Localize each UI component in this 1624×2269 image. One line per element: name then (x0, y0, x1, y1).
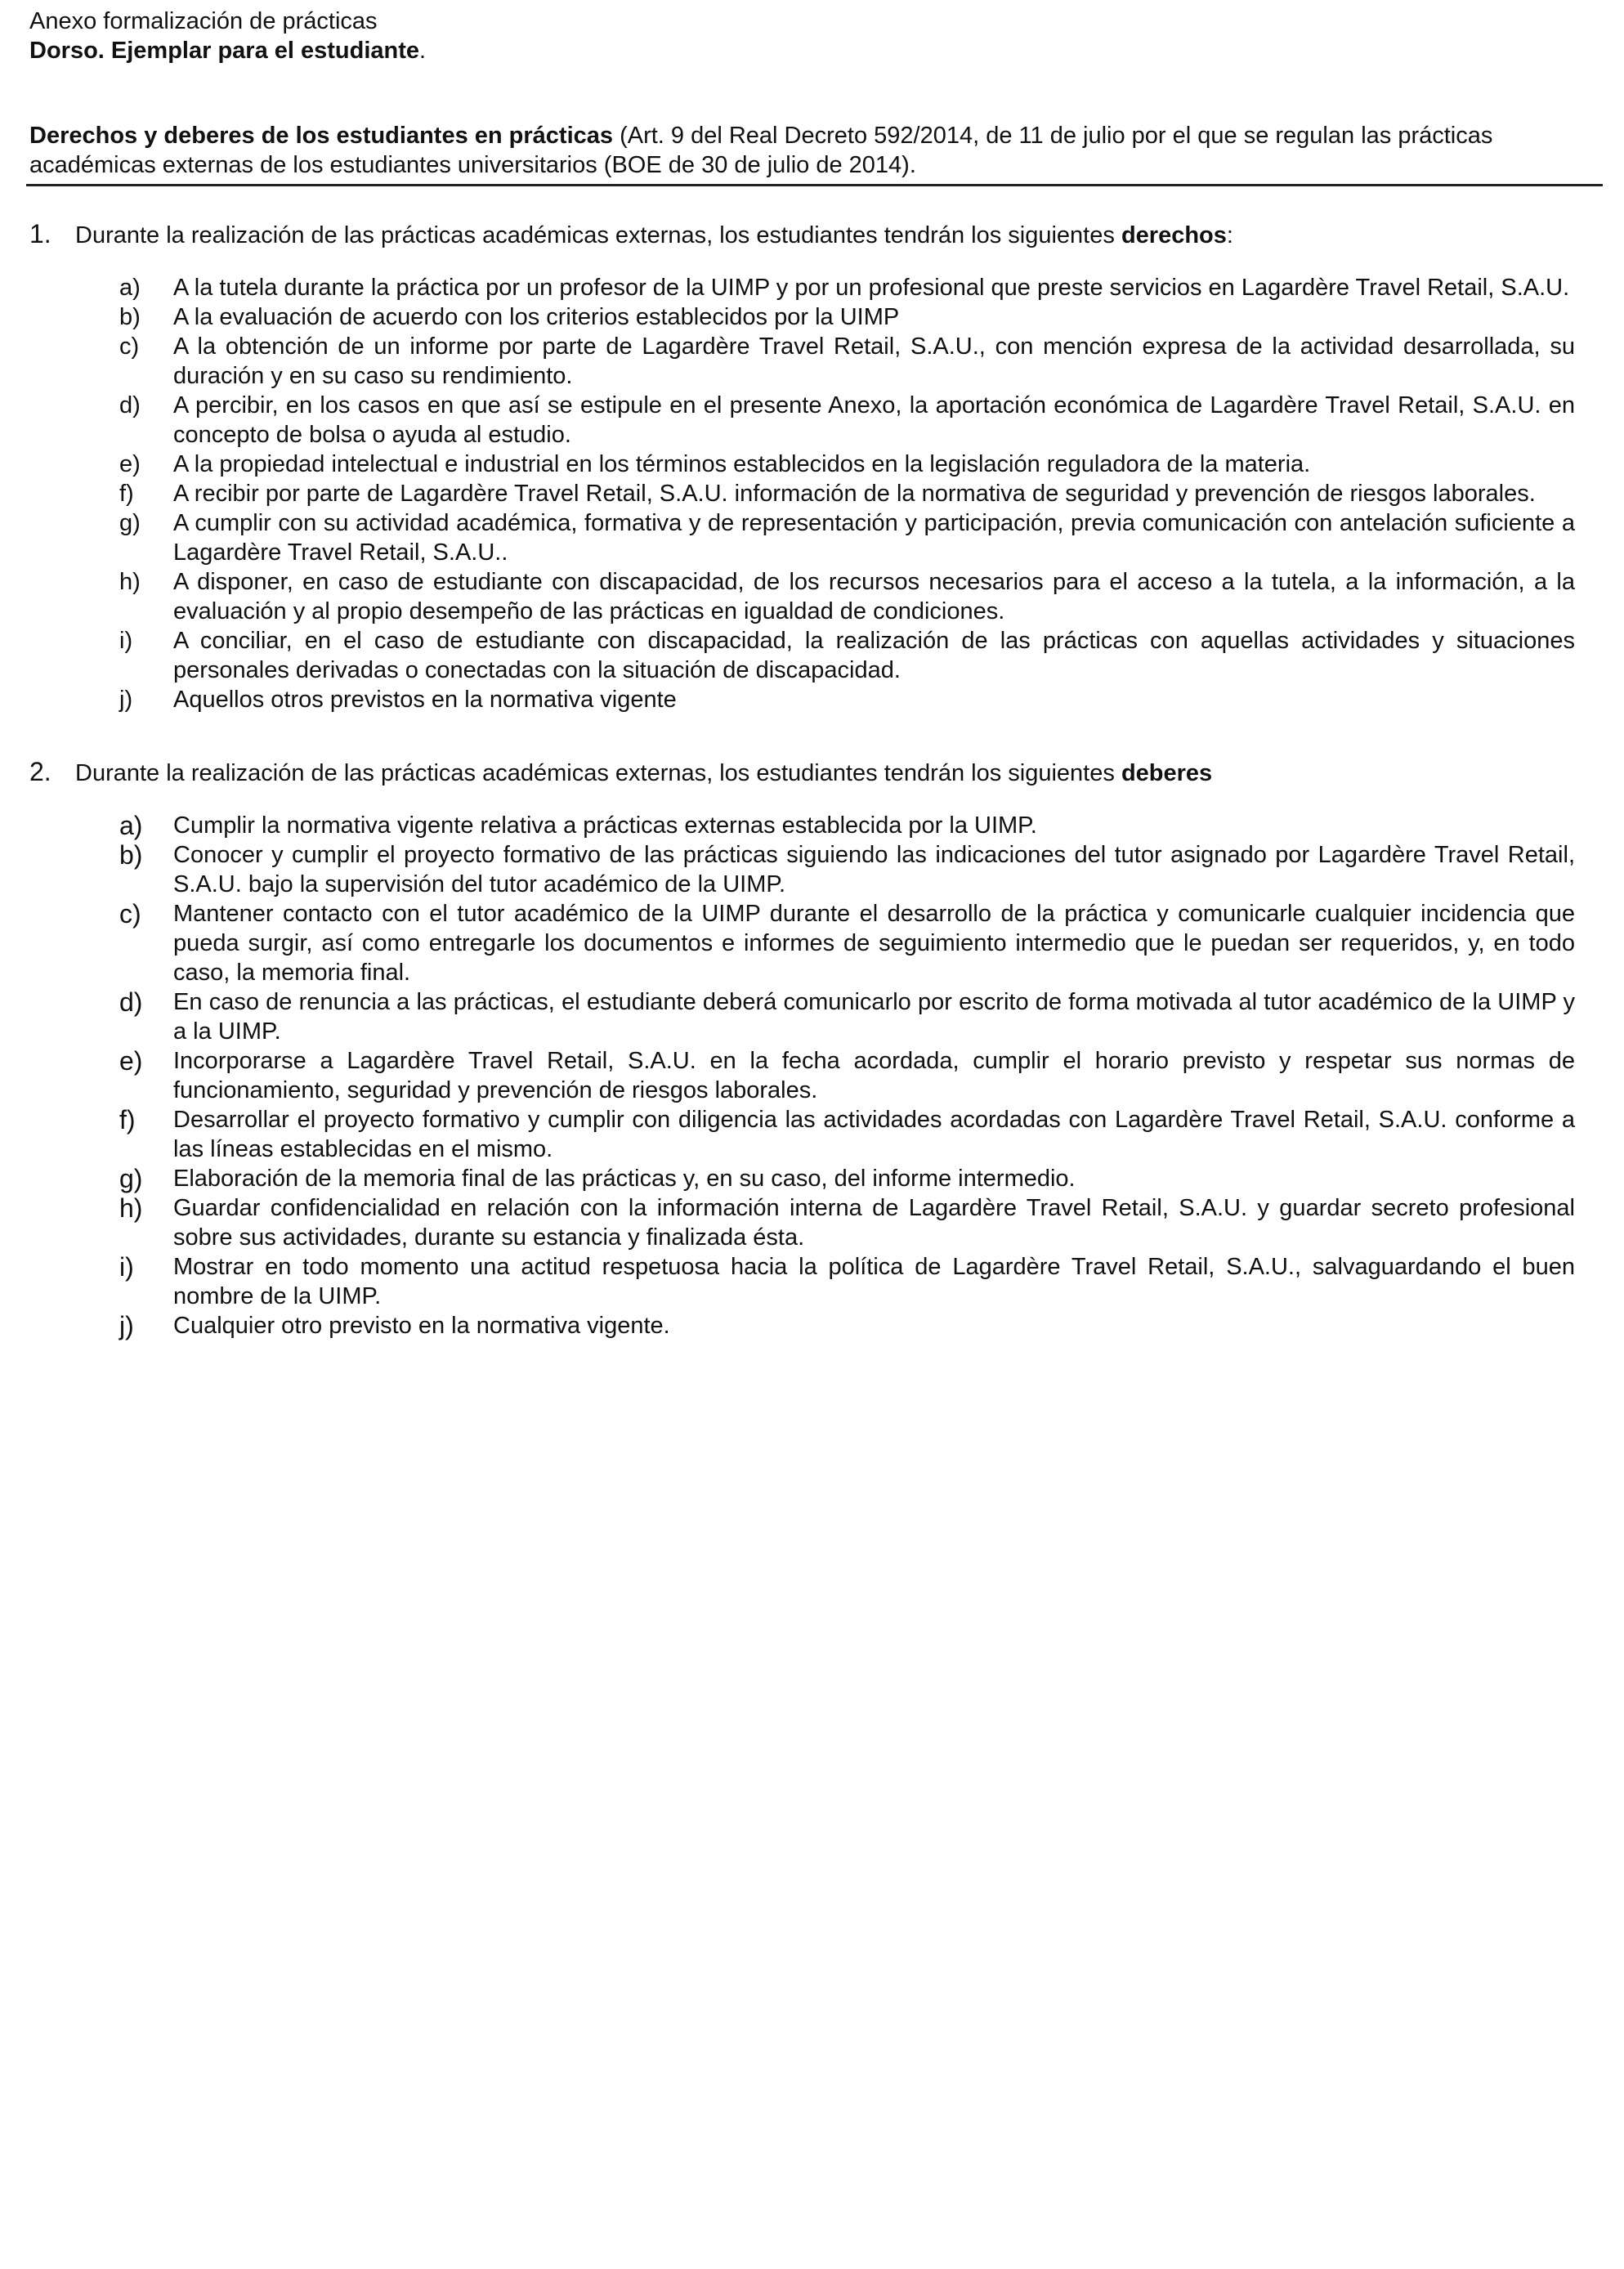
item-letter: i) (119, 628, 133, 654)
item-text: Incorporarse a Lagardère Travel Retail, S.A.U. en la fecha acordada, cumplir el horario previsto y respetar sus normas de funcionamiento, seguridad y prevención de riesgos laborales. (173, 1048, 1575, 1103)
item-letter: j) (119, 687, 133, 713)
document-title (29, 121, 1575, 180)
section-rights-tail: : (1226, 222, 1233, 248)
header-copy-line (29, 36, 1599, 65)
item-letter: g) (119, 510, 141, 536)
item-text: A disponer, en caso de estudiante con discapacidad, de los recursos necesarios para el acceso a la tutela, a la información, a la evaluación y al propio desempeño de las prácticas en igualdad de condiciones. (173, 569, 1575, 624)
duties-list (119, 811, 1575, 1340)
section-duties-heading (29, 757, 1599, 788)
section-rights (29, 219, 1599, 714)
item-text: Conocer y cumplir el proyecto formativo de las prácticas siguiendo las indicaciones del tutor asignado por Lagardère Travel Retail, S.A.U. bajo la supervisión del tutor académico de la UIMP. (173, 842, 1575, 897)
list-item (119, 987, 1575, 1046)
document-header (29, 7, 1599, 65)
item-text: A percibir, en los casos en que así se estipule en el presente Anexo, la aportación económica de Lagardère Travel Retail, S.A.U. en concepto de bolsa o ayuda al estudio. (173, 392, 1575, 448)
list-item (119, 302, 1575, 332)
item-letter: j) (119, 1311, 134, 1340)
list-item (119, 1046, 1575, 1105)
item-text: A recibir por parte de Lagardère Travel Retail, S.A.U. información de la normativa de seguridad y prevención de riesgos laborales. (173, 481, 1536, 507)
item-text: A la obtención de un informe por parte de Lagardère Travel Retail, S.A.U., con mención expresa de la actividad desarrollada, su duración y en su caso su rendimiento. (173, 333, 1575, 389)
item-letter: e) (119, 1046, 143, 1076)
item-text: Desarrollar el proyecto formativo y cumplir con diligencia las actividades acordadas con Lagardère Travel Retail, S.A.U. conforme a las líneas establecidas en el mismo. (173, 1107, 1575, 1162)
title-divider (26, 184, 1603, 186)
item-letter: f) (119, 1105, 136, 1134)
item-text: En caso de renuncia a las prácticas, el estudiante deberá comunicarlo por escrito de forma motivada al tutor académico de la UIMP y a la UIMP. (173, 989, 1575, 1045)
item-text: Mantener contacto con el tutor académico de la UIMP durante el desarrollo de la práctica y comunicarle cualquier incidencia que pueda surgir, así como entregarle los documentos e informes de seguimiento intermedio que le puedan ser requeridos, y, en todo caso, la memoria final. (173, 901, 1575, 986)
item-text: Elaboración de la memoria final de las prácticas y, en su caso, del informe intermedio. (173, 1166, 1076, 1192)
item-letter: g) (119, 1164, 143, 1193)
list-item (119, 1252, 1575, 1311)
item-text: A cumplir con su actividad académica, formativa y de representación y participación, previa comunicación con antelación suficiente a Lagardère Travel Retail, S.A.U.. (173, 510, 1575, 566)
list-item (119, 626, 1575, 685)
item-letter: c) (119, 333, 140, 360)
header-copy-bold: Dorso. Ejemplar para el estudiante (29, 38, 420, 64)
item-letter: i) (119, 1252, 134, 1282)
item-letter: c) (119, 899, 141, 929)
item-letter: d) (119, 392, 141, 418)
list-item (119, 811, 1575, 840)
list-item (119, 1193, 1575, 1252)
item-text: Guardar confidencialidad en relación con la información interna de Lagardère Travel Retail, S.A.U. y guardar secreto profesional sobre sus actividades, durante su estancia y finalizada ésta. (173, 1195, 1575, 1251)
item-letter: h) (119, 1193, 143, 1223)
list-item (119, 391, 1575, 450)
section-duties-text: Durante la realización de las prácticas académicas externas, los estudiantes tendrán los siguientes (75, 760, 1121, 786)
item-text: Cualquier otro previsto en la normativa vigente. (173, 1313, 670, 1339)
list-item (119, 1311, 1575, 1340)
item-letter: d) (119, 987, 143, 1017)
item-letter: b) (119, 304, 141, 330)
header-copy-tail: . (419, 38, 427, 64)
item-letter: b) (119, 840, 143, 870)
list-item (119, 508, 1575, 567)
header-annex-line: Anexo formalización de prácticas (29, 8, 378, 34)
section-rights-text: Durante la realización de las prácticas académicas externas, los estudiantes tendrán los siguientes (75, 222, 1121, 248)
list-item (119, 685, 1575, 714)
item-text: A conciliar, en el caso de estudiante con discapacidad, la realización de las prácticas con aquellas actividades y situaciones personales derivadas o conectadas con la situación de discapacidad. (173, 628, 1575, 683)
list-item (119, 899, 1575, 987)
item-letter: e) (119, 451, 141, 477)
item-text: A la evaluación de acuerdo con los criterios establecidos por la UIMP (173, 304, 900, 330)
section-duties-number: 2. (29, 757, 51, 786)
section-rights-intro (75, 221, 1599, 250)
item-text: A la tutela durante la práctica por un profesor de la UIMP y por un profesional que preste servicios en Lagardère Travel Retail, S.A.U. (173, 275, 1570, 301)
section-rights-heading (29, 219, 1599, 250)
list-item (119, 479, 1575, 508)
rights-list (119, 273, 1575, 714)
title-bold: Derechos y deberes de los estudiantes en prácticas (29, 123, 614, 149)
item-text: A la propiedad intelectual e industrial en los términos establecidos en la legislación reguladora de la materia. (173, 451, 1311, 477)
title-reference: (Art. 9 del Real Decreto 592/2014, de 11 de julio por el que se regulan las prácticas académicas externas de los estudiantes universitarios (BOE de 30 de julio de 2014). (29, 123, 1493, 178)
item-text: Aquellos otros previstos en la normativa vigente (173, 687, 677, 713)
item-text: Cumplir la normativa vigente relativa a prácticas externas establecida por la UIMP. (173, 812, 1037, 839)
section-duties (29, 757, 1599, 1340)
list-item (119, 450, 1575, 479)
section-duties-keyword: deberes (1121, 760, 1213, 786)
item-text: Mostrar en todo momento una actitud respetuosa hacia la política de Lagardère Travel Retail, S.A.U., salvaguardando el buen nombre de la UIMP. (173, 1254, 1575, 1309)
list-item (119, 273, 1575, 302)
item-letter: h) (119, 569, 141, 595)
section-duties-intro (75, 759, 1599, 788)
section-rights-keyword: derechos (1121, 222, 1227, 248)
list-item (119, 1164, 1575, 1193)
list-item (119, 1105, 1575, 1164)
item-letter: a) (119, 275, 141, 301)
item-letter: f) (119, 481, 134, 507)
list-item (119, 567, 1575, 626)
item-letter: a) (119, 811, 143, 840)
list-item (119, 332, 1575, 391)
section-rights-number: 1. (29, 219, 51, 248)
list-item (119, 840, 1575, 899)
